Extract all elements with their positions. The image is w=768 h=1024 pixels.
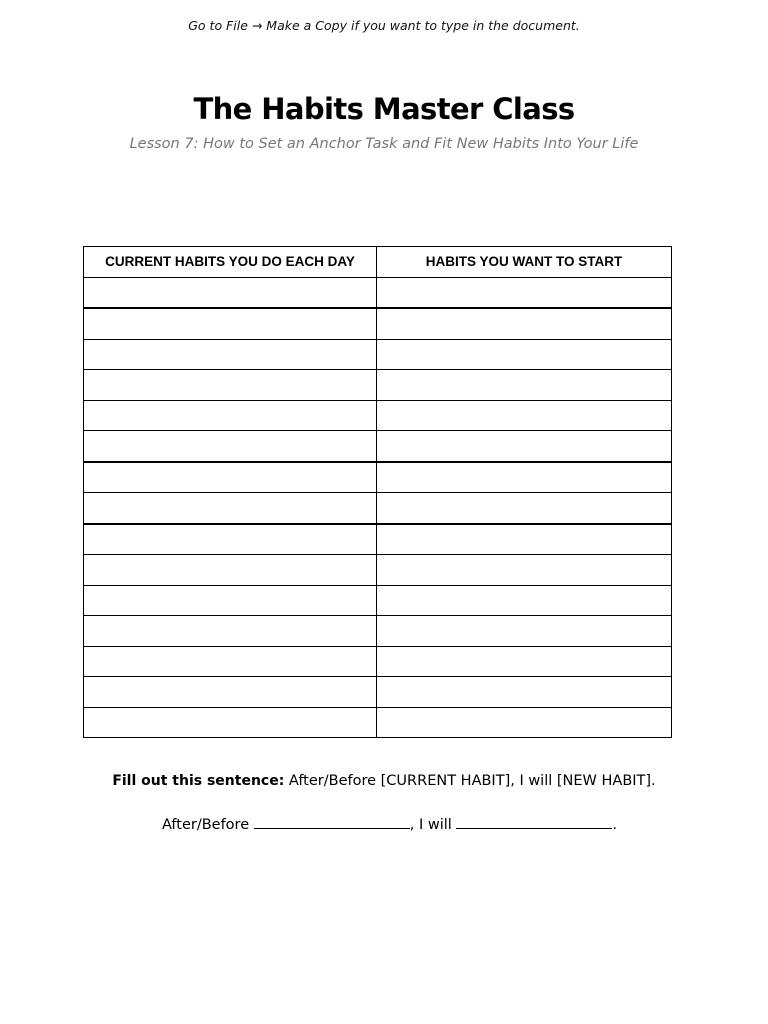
current-habit-cell[interactable] (84, 462, 377, 493)
header-current-habits: CURRENT HABITS YOU DO EACH DAY (84, 247, 377, 278)
habits-table (83, 246, 672, 738)
table-row (84, 646, 672, 677)
lesson-subtitle: Lesson 7: How to Set an Anchor Task and Fit New Habits Into Your Life (129, 136, 639, 152)
current-habit-cell[interactable] (84, 431, 377, 462)
table-row (84, 616, 672, 647)
new-habit-cell[interactable] (377, 277, 672, 308)
table-row (84, 370, 672, 401)
table-row (84, 308, 672, 339)
new-habit-cell[interactable] (377, 493, 672, 524)
sentence-text: After/Before [CURRENT HABIT], I will [NEW HABIT]. (284, 773, 656, 789)
current-habit-cell[interactable] (84, 677, 377, 708)
header-new-habits: HABITS YOU WANT TO START (377, 247, 672, 278)
document-title: The Habits Master Class (193, 92, 575, 126)
sentence-label: Fill out this sentence: (112, 773, 285, 789)
new-habit-cell[interactable] (377, 400, 672, 431)
new-habit-cell[interactable] (377, 585, 672, 616)
table-row (84, 493, 672, 524)
sentence-template (162, 814, 617, 833)
table-row (84, 400, 672, 431)
current-habit-cell[interactable] (84, 646, 377, 677)
new-habit-blank[interactable] (456, 814, 612, 829)
current-habit-blank[interactable] (254, 814, 410, 829)
new-habit-cell[interactable] (377, 339, 672, 370)
table-row (84, 555, 672, 586)
new-habit-cell[interactable] (377, 308, 672, 339)
new-habit-cell[interactable] (377, 524, 672, 555)
table-header-row (84, 247, 672, 278)
new-habit-cell[interactable] (377, 462, 672, 493)
new-habit-cell[interactable] (377, 646, 672, 677)
new-habit-cell[interactable] (377, 616, 672, 647)
current-habit-cell[interactable] (84, 400, 377, 431)
template-middle: , I will (409, 817, 457, 833)
table-row (84, 707, 672, 738)
current-habit-cell[interactable] (84, 277, 377, 308)
new-habit-cell[interactable] (377, 370, 672, 401)
current-habit-cell[interactable] (84, 555, 377, 586)
current-habit-cell[interactable] (84, 585, 377, 616)
current-habit-cell[interactable] (84, 707, 377, 738)
fill-sentence-instruction (0, 773, 768, 789)
table-row (84, 431, 672, 462)
current-habit-cell[interactable] (84, 370, 377, 401)
current-habit-cell[interactable] (84, 524, 377, 555)
table-row (84, 585, 672, 616)
template-suffix: . (612, 817, 618, 833)
template-prefix: After/Before (162, 817, 254, 833)
current-habit-cell[interactable] (84, 339, 377, 370)
table-row (84, 462, 672, 493)
current-habit-cell[interactable] (84, 308, 377, 339)
table-row (84, 677, 672, 708)
table-row (84, 339, 672, 370)
new-habit-cell[interactable] (377, 431, 672, 462)
table-row (84, 524, 672, 555)
copy-instruction: Go to File → Make a Copy if you want to type in the document. (188, 18, 580, 33)
table-row (84, 277, 672, 308)
current-habit-cell[interactable] (84, 493, 377, 524)
new-habit-cell[interactable] (377, 677, 672, 708)
current-habit-cell[interactable] (84, 616, 377, 647)
new-habit-cell[interactable] (377, 555, 672, 586)
new-habit-cell[interactable] (377, 707, 672, 738)
